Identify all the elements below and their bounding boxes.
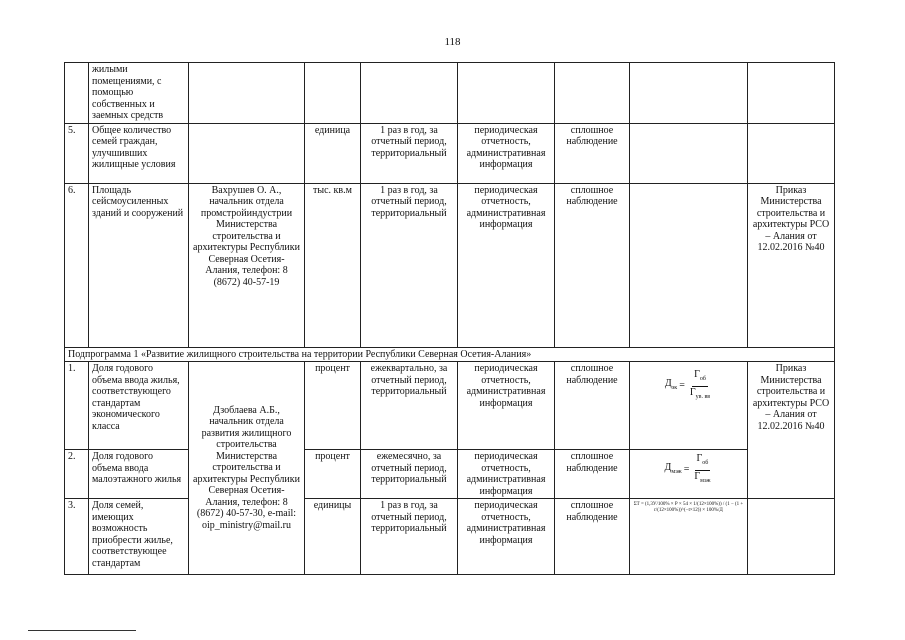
collection-method: сплошное наблюдение <box>555 499 630 575</box>
row-number: 6. <box>65 183 89 347</box>
indicator-name: Доля семей, имеющих возможность приобрести жилье, соответствующее стандартам <box>89 499 189 575</box>
unit: единица <box>305 123 361 183</box>
periodicity: 1 раз в год, за отчетный период, территориальный <box>361 499 458 575</box>
formula <box>630 450 748 499</box>
unit: единицы <box>305 499 361 575</box>
indicator-name: Доля годового объема ввода малоэтажного жилья <box>89 450 189 499</box>
responsible <box>189 63 305 124</box>
data-source: периодическая отчетность, административная информация <box>458 499 555 575</box>
indicator-name: Площадь сейсмоусиленных зданий и сооружений <box>89 183 189 347</box>
document <box>748 499 835 575</box>
responsible: Дзоблаева А.Б., начальник отдела развития жилищного строительства Министерства строительства и архитектуры Республики Северная Осетия-Алания, телефон: 8 (8672) 40-57-30, e-mail: oip_ministry@mail.ru <box>189 362 305 575</box>
row-number: 3. <box>65 499 89 575</box>
document <box>748 123 835 183</box>
unit <box>305 63 361 124</box>
collection-method: сплошное наблюдение <box>555 362 630 450</box>
table-row <box>65 362 835 450</box>
table-row <box>65 499 835 575</box>
formula <box>630 123 748 183</box>
table-row <box>65 450 835 499</box>
unit: процент <box>305 362 361 450</box>
periodicity <box>361 63 458 124</box>
periodicity: 1 раз в год, за отчетный период, территориальный <box>361 183 458 347</box>
data-source: периодическая отчетность, административная информация <box>458 123 555 183</box>
row-number: 1. <box>65 362 89 450</box>
formula-expression: ΣТ = (1,3У/100% × Р × 54 × 1/(12×100%)) / (1 − (1 + r/(12×100%))^(−t×12)) × 100%/Д <box>633 502 744 513</box>
document: Приказ Министерства строительства и архитектуры РСО – Алания от 12.02.2016 №40 <box>748 362 835 499</box>
indicators-table <box>64 62 835 575</box>
formula <box>630 362 748 450</box>
row-number: 5. <box>65 123 89 183</box>
subprogram-title: Подпрограмма 1 «Развитие жилищного строительства на территории Республики Северная Осетия-Алания» <box>65 347 835 362</box>
collection-method: сплошное наблюдение <box>555 183 630 347</box>
page-number: 118 <box>444 36 461 48</box>
data-source: периодическая отчетность, административная информация <box>458 362 555 450</box>
formula-expression: $Д_{эк}$ = $\frac{Г_{об}}{Г_{ув. вв}}$ <box>664 369 711 400</box>
collection-method: сплошное наблюдение <box>555 450 630 499</box>
periodicity: ежемесячно, за отчетный период, территориальный <box>361 450 458 499</box>
document <box>748 63 835 124</box>
unit: процент <box>305 450 361 499</box>
row-number <box>65 63 89 124</box>
formula-expression: $Д_{мэж}$ = $\frac{Г_{об}}{Г_{мэж}}$ <box>664 453 711 484</box>
footnote-rule <box>28 630 136 631</box>
unit: тыс. кв.м <box>305 183 361 347</box>
subprogram-row <box>65 347 835 362</box>
data-source: периодическая отчетность, административная информация <box>458 450 555 499</box>
responsible: Вахрушев О. А., начальник отдела промстройиндустрии Министерства строительства и архитектуры Республики Северная Осетия-Алания, телефон: 8 (8672) 40-57-19 <box>189 183 305 347</box>
table-row <box>65 123 835 183</box>
periodicity: 1 раз в год, за отчетный период, территориальный <box>361 123 458 183</box>
data-source: периодическая отчетность, административная информация <box>458 183 555 347</box>
responsible <box>189 123 305 183</box>
formula <box>630 63 748 124</box>
table-row <box>65 183 835 347</box>
periodicity: ежеквартально, за отчетный период, территориальный <box>361 362 458 450</box>
data-source <box>458 63 555 124</box>
collection-method: сплошное наблюдение <box>555 123 630 183</box>
row-number: 2. <box>65 450 89 499</box>
document: Приказ Министерства строительства и архитектуры РСО – Алания от 12.02.2016 №40 <box>748 183 835 347</box>
indicator-name: жилыми помещениями, с помощью собственных и заемных средств <box>89 63 189 124</box>
table-row <box>65 63 835 124</box>
collection-method <box>555 63 630 124</box>
formula <box>630 183 748 347</box>
indicator-name: Общее количество семей граждан, улучшивших жилищные условия <box>89 123 189 183</box>
indicator-name: Доля годового объема ввода жилья, соответствующего стандартам экономического класса <box>89 362 189 450</box>
formula <box>630 499 748 575</box>
